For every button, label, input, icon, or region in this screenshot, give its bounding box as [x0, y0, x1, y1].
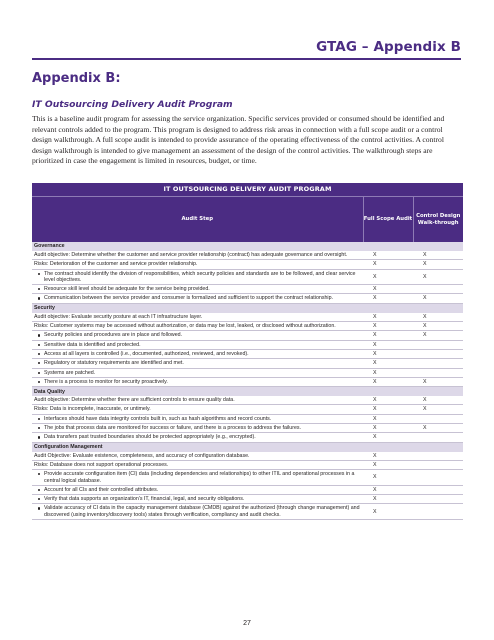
control-design-mark: X	[413, 377, 463, 386]
control-design-mark	[413, 340, 463, 349]
full-scope-mark: X	[363, 359, 413, 368]
table-row	[32, 424, 463, 433]
table-group-row	[32, 242, 463, 251]
table-row	[32, 322, 463, 331]
full-scope-mark: X	[363, 269, 413, 285]
full-scope-mark: X	[363, 424, 413, 433]
bullet-step-text: Regulatory or statutory requirements are identified and met.	[38, 360, 361, 366]
full-scope-mark: X	[363, 377, 413, 386]
table-row	[32, 294, 463, 303]
column-header-audit-step: Audit Step	[32, 197, 363, 243]
table-row	[32, 460, 463, 469]
audit-step-cell	[32, 452, 363, 461]
table-row	[32, 349, 463, 358]
audit-step-cell	[32, 340, 363, 349]
audit-step-cell	[32, 322, 363, 331]
page-number: 27	[243, 620, 251, 627]
control-design-mark	[413, 495, 463, 504]
table-row	[32, 485, 463, 494]
bullet-step-text: There is a process to monitor for security proactively.	[38, 379, 361, 385]
table-row	[32, 269, 463, 285]
full-scope-mark: X	[363, 460, 413, 469]
audit-step-text: Audit objective: Determine whether the customer and service provider relationship (contract) has adequate governance and oversight.	[34, 252, 348, 258]
control-design-mark: X	[413, 322, 463, 331]
table-row	[32, 340, 463, 349]
control-design-mark: X	[413, 251, 463, 260]
full-scope-mark: X	[363, 349, 413, 358]
control-design-mark	[413, 368, 463, 377]
full-scope-mark: X	[363, 313, 413, 322]
audit-step-text: Audit objective: Determine whether there are sufficient controls to ensure quality data.	[34, 397, 235, 404]
bullet-step-text: The jobs that process data are monitored for success or failure, and there is a process to address the failures.	[38, 425, 361, 431]
bullet-step-text: Account for all CIs and their controlled attributes.	[38, 487, 361, 493]
table-row	[32, 504, 463, 520]
bullet-step-text: Access at all layers is controlled (i.e., documented, authorized, reviewed, and revoked).	[38, 351, 361, 357]
bullet-step-text: Systems are patched.	[38, 370, 361, 376]
bullet-step-text: The contract should identify the division of responsibilities, which security policies and standards are to be followed, and clear service level objectives.	[38, 271, 361, 284]
page-header-title: GTAG – Appendix B	[316, 39, 461, 55]
audit-step-text: Risks: Data is incomplete, inaccurate, or untimely.	[34, 406, 151, 413]
bullet-step-text: Provide accurate configuration item (CI) data (including dependencies and relationships) to other ITIL and operational processes in a central logical database.	[38, 471, 361, 484]
table-row	[32, 396, 463, 405]
audit-step-cell	[32, 405, 363, 414]
audit-step-cell	[32, 359, 363, 368]
table-group-row	[32, 303, 463, 313]
table-row	[32, 495, 463, 504]
control-design-mark	[413, 470, 463, 486]
table-group-row	[32, 387, 463, 397]
audit-step-cell	[32, 331, 363, 340]
full-scope-mark: X	[363, 452, 413, 461]
table-row	[32, 313, 463, 322]
intro-paragraph: This is a baseline audit program for assessing the service organization. Specific services provided or consumed should be identified and relevant controls added to the program. This program is designed to address risk areas in connection with a full scope audit or a control design walkthrough. A full scope audit is intended to provide assurance of the operating effectiveness of the control activities. A control design walkthrough is intended to give management an assessment of the design of the control activities. The walkthrough steps are prioritized in case the engagement is limited in resources, budget, or time.	[32, 114, 445, 166]
column-header-full-scope-audit: Full Scope Audit	[363, 197, 413, 243]
full-scope-mark: X	[363, 251, 413, 260]
audit-step-text: Risks: Deterioration of the customer and service provider relationship.	[34, 261, 198, 268]
audit-step-cell	[32, 470, 363, 486]
control-design-mark	[413, 485, 463, 494]
full-scope-mark: X	[363, 260, 413, 269]
audit-step-text: Audit objective: Evaluate security posture at each IT infrastructure layer.	[34, 313, 203, 320]
audit-step-text: Risks: Customer systems may be accessed without authorization, or data may be lost, leaked, or disclosed without authorization.	[34, 323, 336, 330]
control-design-mark	[413, 504, 463, 520]
table-row	[32, 368, 463, 377]
bullet-step-text: Sensitive data is identified and protected.	[38, 342, 361, 348]
bullet-step-text: Security policies and procedures are in place and followed.	[38, 332, 361, 338]
audit-step-cell	[32, 349, 363, 358]
table-row	[32, 414, 463, 423]
audit-step-cell	[32, 460, 363, 469]
control-design-mark: X	[413, 269, 463, 285]
full-scope-mark: X	[363, 485, 413, 494]
full-scope-mark: X	[363, 405, 413, 414]
control-design-mark: X	[413, 313, 463, 322]
audit-step-text: Audit Objective: Evaluate existence, completeness, and accuracy of configuration database.	[34, 452, 250, 459]
audit-step-cell	[32, 396, 363, 405]
control-design-mark	[413, 452, 463, 461]
group-heading: Security	[32, 303, 463, 313]
table-row	[32, 260, 463, 269]
bullet-step-text: Resource skill level should be adequate for the service being provided.	[38, 286, 361, 292]
control-design-mark: X	[413, 405, 463, 414]
table-row	[32, 359, 463, 368]
control-design-mark: X	[413, 294, 463, 303]
table-row	[32, 331, 463, 340]
full-scope-mark: X	[363, 285, 413, 294]
full-scope-mark: X	[363, 433, 413, 442]
control-design-mark	[413, 414, 463, 423]
table-row	[32, 251, 463, 260]
control-design-mark: X	[413, 396, 463, 405]
group-heading: Governance	[32, 242, 463, 251]
audit-step-cell	[32, 285, 363, 294]
full-scope-mark: X	[363, 294, 413, 303]
table-row	[32, 285, 463, 294]
control-design-mark: X	[413, 424, 463, 433]
table-row	[32, 470, 463, 486]
audit-step-cell	[32, 269, 363, 285]
audit-step-cell	[32, 377, 363, 386]
appendix-heading: Appendix B:	[32, 71, 121, 86]
audit-step-cell	[32, 251, 363, 260]
full-scope-mark: X	[363, 504, 413, 520]
full-scope-mark: X	[363, 414, 413, 423]
audit-step-cell	[32, 424, 363, 433]
audit-step-cell	[32, 485, 363, 494]
header-divider	[32, 58, 461, 60]
audit-step-cell	[32, 368, 363, 377]
full-scope-mark: X	[363, 396, 413, 405]
table-row	[32, 433, 463, 442]
group-heading: Configuration Management	[32, 442, 463, 452]
bullet-step-text: Interfaces should have data integrity controls built in, such as hash algorithms and record counts.	[38, 416, 361, 422]
table-group-row	[32, 442, 463, 452]
audit-program-table	[32, 183, 463, 520]
table-body	[32, 242, 463, 520]
control-design-mark: X	[413, 260, 463, 269]
bullet-step-text: Communication between the service provider and consumer is formalized and sufficient to support the contract relationship.	[38, 295, 361, 301]
audit-step-cell	[32, 260, 363, 269]
bullet-step-text: Data transfers past trusted boundaries should be protected appropriately (e.g., encrypted).	[38, 434, 361, 440]
audit-step-cell	[32, 495, 363, 504]
control-design-mark: X	[413, 331, 463, 340]
audit-step-cell	[32, 504, 363, 520]
bullet-step-text: Validate accuracy of CI data in the capacity management database (CMDB) against the authorized (through change management) and discovered (using inventory/discovery tools) states through verification, compliancy and audit checks.	[38, 505, 361, 518]
full-scope-mark: X	[363, 495, 413, 504]
group-heading: Data Quality	[32, 387, 463, 397]
column-header-control-design-walkthrough: Control Design Walk-through	[413, 197, 463, 243]
section-subtitle: IT Outsourcing Delivery Audit Program	[32, 99, 233, 110]
full-scope-mark: X	[363, 340, 413, 349]
control-design-mark	[413, 433, 463, 442]
table-title: IT OUTSOURCING DELIVERY AUDIT PROGRAM	[32, 183, 463, 197]
full-scope-mark: X	[363, 368, 413, 377]
full-scope-mark: X	[363, 322, 413, 331]
control-design-mark	[413, 359, 463, 368]
control-design-mark	[413, 460, 463, 469]
audit-step-cell	[32, 433, 363, 442]
audit-step-text: Risks: Database does not support operational processes.	[34, 461, 169, 468]
table-row	[32, 452, 463, 461]
table-row	[32, 405, 463, 414]
full-scope-mark: X	[363, 331, 413, 340]
bullet-step-text: Verify that data supports an organization's IT, financial, legal, and security obligations.	[38, 496, 361, 502]
audit-step-cell	[32, 414, 363, 423]
full-scope-mark: X	[363, 470, 413, 486]
audit-step-cell	[32, 294, 363, 303]
table-row	[32, 377, 463, 386]
control-design-mark	[413, 349, 463, 358]
audit-step-cell	[32, 313, 363, 322]
control-design-mark	[413, 285, 463, 294]
